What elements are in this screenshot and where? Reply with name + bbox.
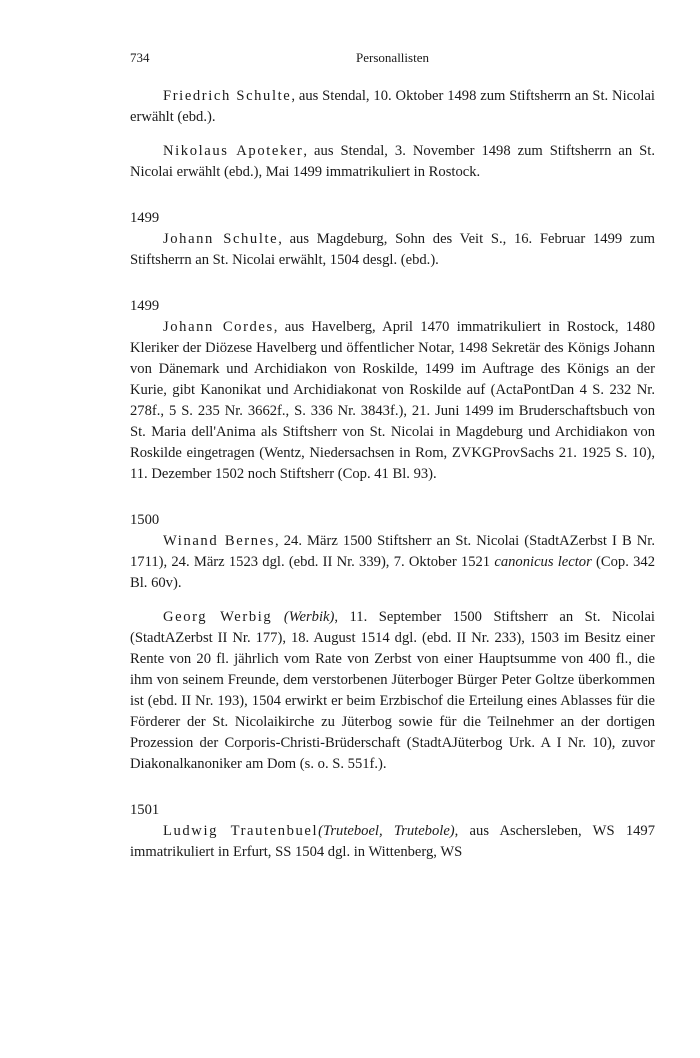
entry-johann-schulte xyxy=(130,229,655,271)
year-heading: 1499 xyxy=(130,210,160,226)
running-title: Personallisten xyxy=(356,50,429,65)
person-name: Nikolaus Apoteker xyxy=(163,143,304,159)
person-name: Friedrich Schulte xyxy=(163,88,292,104)
entry-georg-werbig xyxy=(130,607,655,775)
year-heading: 1500 xyxy=(130,512,160,528)
entry-friedrich-schulte xyxy=(130,86,655,128)
person-name: Georg Werbig xyxy=(163,609,273,625)
person-name: Winand Bernes xyxy=(163,533,276,549)
entry-text: , 11. September 1500 Stiftsherr an St. Nicolai (StadtAZerbst II Nr. 177), 18. August 1514 dgl. (ebd. II Nr. 233), 1503 im Besitz einer Rente von 20 fl. jährlich vom Rate von Zerbst von einer Hauptsumme von 400 fl., die ihm von seinem Freunde, dem verstorbenen Jüterboger Bürger Peter Goltze überkommen ist (ebd. II Nr. 193), 1504 erwirkt er beim Erzbischof die Erteilung eines Ablasses für die Förderer der St. Nicolaikirche zu Jüterbog sowie für die Teilnehmer an der dortigen Prozession der Corporis-Christi-Brüderschaft (StadtAJüterbog Urk. A I Nr. 10), zuvor Diakonalkanoniker am Dom (s. o. S. 551f.). xyxy=(130,609,655,772)
page-header xyxy=(130,50,655,72)
name-variant: (Werbik) xyxy=(283,609,335,625)
page-number: 734 xyxy=(130,50,150,65)
entry-text: , aus Stendal, 3. November 1498 zum Stiftsherrn an St. Nicolai erwählt (ebd.), Mai 1499 immatrikuliert in Rostock. xyxy=(130,143,655,180)
document-page xyxy=(130,50,655,876)
entry-text: (Cop. 342 Bl. 60v). xyxy=(130,554,655,591)
person-name: Johann Cordes xyxy=(163,319,274,335)
entry-text: , aus Stendal, 10. Oktober 1498 zum Stiftsherrn an St. Nicolai erwählt (ebd.). xyxy=(130,88,655,125)
entry-text: , aus Magdeburg, Sohn des Veit S., 16. Februar 1499 zum Stiftsherrn an St. Nicolai erwählt, 1504 desgl. (ebd.). xyxy=(130,231,655,268)
entry-text: , aus Havelberg, April 1470 immatrikuliert in Rostock, 1480 Kleriker der Diözese Havelberg und öffentlicher Notar, 1498 Sekretär des Königs Johann von Dänemark und Archidiakon von Roskilde, 1499 im Auftrage des Königs an der Kurie, gibt Kanonikat und Archidiakonat von Roskilde auf (ActaPontDan 4 S. 232 Nr. 278f., 5 S. 235 Nr. 3662f., S. 336 Nr. 3843f.), 21. Juni 1499 im Bruderschaftsbuch von St. Maria dell'Anima als Stiftsherr von St. Nicolai in Magdeburg und Archidiakon von Roskilde eingetragen (Wentz, Niedersachsen in Rom, ZVKGProvSachs 21. 1925 S. 10), 11. Dezember 1502 noch Stiftsherr (Cop. 41 Bl. 93). xyxy=(130,319,655,482)
person-name: Ludwig Trautenbuel xyxy=(163,823,319,839)
entry-text: , aus Aschersleben, WS 1497 immatrikuliert in Erfurt, SS 1504 dgl. in Wittenberg, WS xyxy=(130,823,656,860)
italic-term: canonicus lector xyxy=(494,554,592,570)
entry-text: , 24. März 1500 Stiftsherr an St. Nicolai (StadtAZerbst I B Nr. 1711), 24. März 1523 dgl. (ebd. II Nr. 339), 7. Oktober 1521 xyxy=(130,533,655,570)
year-heading: 1501 xyxy=(130,802,160,818)
person-name: Johann Schulte xyxy=(163,231,279,247)
name-variant: (Truteboel, Trutebole) xyxy=(318,823,455,839)
entry-nikolaus-apoteker xyxy=(130,141,655,183)
entry-winand-bernes xyxy=(130,531,655,594)
entry-johann-cordes xyxy=(130,317,655,485)
year-heading: 1499 xyxy=(130,298,160,314)
entry-ludwig-trautenbuel xyxy=(130,821,655,863)
